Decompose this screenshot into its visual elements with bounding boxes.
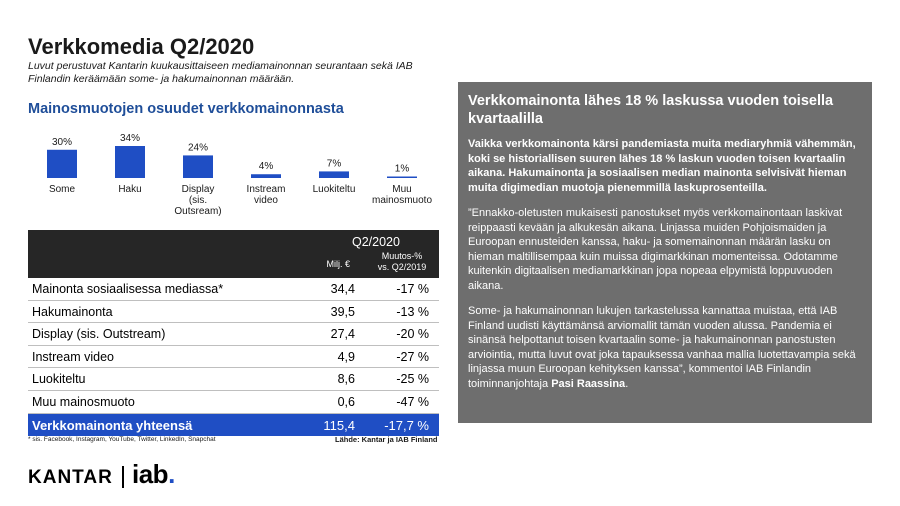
- panel-quote-2: [468, 304, 862, 391]
- bar-value-label: 4%: [258, 161, 274, 173]
- panel-lead: Vaikka verkkomainonta kärsi pandemiasta muita mediaryhmiä vähemmän, koki se historiallisen suuren lähes 18 % laskun vuoden toisen kvartaalin aikana. Hakumainonta ja sosiaalisen median mainonta selvisivät hieman muita digimedian muotoja pienemmillä laskuprosenteilla.: [468, 138, 856, 194]
- row-label: Hakumainonta: [32, 304, 113, 319]
- bar-value-label: 1%: [394, 163, 410, 175]
- panel-quote-2-end: .: [625, 377, 629, 390]
- bar-value-label: 24%: [187, 142, 209, 154]
- category-label: Haku: [118, 184, 142, 195]
- total-label: Verkkomainonta yhteensä: [32, 417, 193, 433]
- unit-header: Milj. €: [326, 259, 350, 269]
- iab-logo: [132, 459, 175, 490]
- row-change: -17 %: [396, 282, 429, 296]
- period-header: Q2/2020: [352, 235, 400, 249]
- category-label: Instream: [246, 184, 286, 195]
- row-label: Luokiteltu: [32, 372, 86, 387]
- iab-logo-text: iab: [132, 459, 169, 489]
- panel-heading: Verkkomainonta lähes 18 % laskussa vuoden toisella kvartaalilla: [468, 93, 834, 127]
- row-value: 27,4: [330, 327, 355, 342]
- kantar-logo: KANTAR: [28, 467, 113, 488]
- bar-5: [319, 171, 349, 178]
- page-title: Verkkomedia Q2/2020: [28, 34, 255, 59]
- total-value: 115,4: [323, 417, 355, 433]
- category-label: mainosmuoto: [371, 195, 433, 206]
- bar-3: [183, 155, 213, 178]
- bar-value-label: 34%: [119, 133, 141, 144]
- commentary-panel: [458, 82, 872, 423]
- table-row: [28, 323, 439, 346]
- category-label: video: [254, 195, 278, 206]
- change-header-line2: vs. Q2/2019: [377, 262, 427, 272]
- row-value: 0,6: [337, 394, 355, 409]
- row-label: Instream video: [32, 349, 114, 364]
- row-change: -13 %: [396, 304, 429, 319]
- table-row: [28, 278, 439, 301]
- row-value: 34,4: [330, 282, 355, 296]
- panel-quote-2-name: Pasi Raassina: [551, 377, 626, 390]
- table-row: [28, 391, 439, 414]
- iab-logo-dot: .: [168, 459, 175, 489]
- change-header: [372, 251, 432, 273]
- total-change: -17,7 %: [384, 417, 429, 433]
- category-label: Muu: [392, 184, 412, 195]
- category-label: Some: [48, 184, 76, 195]
- bar-value-label: 30%: [51, 136, 73, 148]
- row-label: Display (sis. Outstream): [32, 327, 166, 342]
- category-label: Luokiteltu: [312, 184, 356, 195]
- spend-table: [28, 230, 439, 436]
- bar-6: [387, 177, 417, 179]
- table-total-row: [28, 414, 439, 437]
- table-row: [28, 368, 439, 391]
- bar-value-label: 7%: [326, 158, 342, 170]
- panel-quote-2-text: Some- ja hakumainonnan lukujen tarkastelussa kannattaa muistaa, että IAB Finland uudisti käyttämänsä arviomallit tämän vuoden alussa. Pandemia ei sinänsä helpottanut toisen kvartaalin some- ja hakumainonnan panostusten arviointia, mutta luvut ovat joka tapauksessa vanhaa mallia luotettavampia sekä linjassa muun Euroopan kehityksen kanssa”, kommentoi IAB Finlandin toiminnanjohtaja: [468, 305, 856, 390]
- table-row: [28, 301, 439, 324]
- bar-1: [47, 150, 77, 178]
- category-label: (sis.: [188, 195, 208, 206]
- bar-4: [251, 174, 281, 178]
- chart-title: Mainosmuotojen osuudet verkkomainonnasta: [28, 101, 344, 117]
- category-label: Display: [181, 184, 215, 195]
- row-change: -27 %: [396, 349, 429, 364]
- bar-2: [115, 146, 145, 178]
- category-label: Outsream): [174, 206, 222, 217]
- row-label: Muu mainosmuoto: [32, 394, 135, 409]
- row-change: -25 %: [396, 372, 429, 387]
- share-bar-chart: [28, 124, 438, 224]
- table-header: [28, 230, 439, 278]
- intro-text: Luvut perustuvat Kantarin kuukausittaiseen mediamainonnan seurantaan sekä IAB Finlandin keräämään some- ja hakumainonnan määrään.: [28, 60, 413, 85]
- table-row: [28, 346, 439, 369]
- source-note: Lähde: Kantar ja IAB Finland: [335, 435, 438, 444]
- change-header-line1: Muutos-%: [381, 251, 423, 261]
- logo-divider: [122, 466, 124, 488]
- row-value: 39,5: [330, 304, 355, 319]
- row-value: 4,9: [337, 349, 355, 364]
- row-label: Mainonta sosiaalisessa mediassa*: [32, 282, 224, 296]
- footnote: * sis. Facebook, Instagram, YouTube, Twitter, LinkedIn, Snapchat: [28, 436, 216, 443]
- panel-quote-1: ”Ennakko-oletusten mukaisesti panostukset myös verkkomainontaan laskivat reippaasti kevään ja alkukesän aikana. Linjassa muiden Pohjoismaiden ja Euroopan ennusteiden kanssa, haku- ja somemainonnan määrän lasku on hieman maltillisempaa kuin muissa digimarkkinan momenteissa. Odotamme kuitenkin digitaalisen mediamarkkinan jopa nopeaa elpymistä loppuvuoden aikana.: [468, 207, 843, 292]
- row-change: -47 %: [396, 394, 429, 409]
- row-value: 8,6: [337, 372, 355, 387]
- row-change: -20 %: [396, 327, 429, 342]
